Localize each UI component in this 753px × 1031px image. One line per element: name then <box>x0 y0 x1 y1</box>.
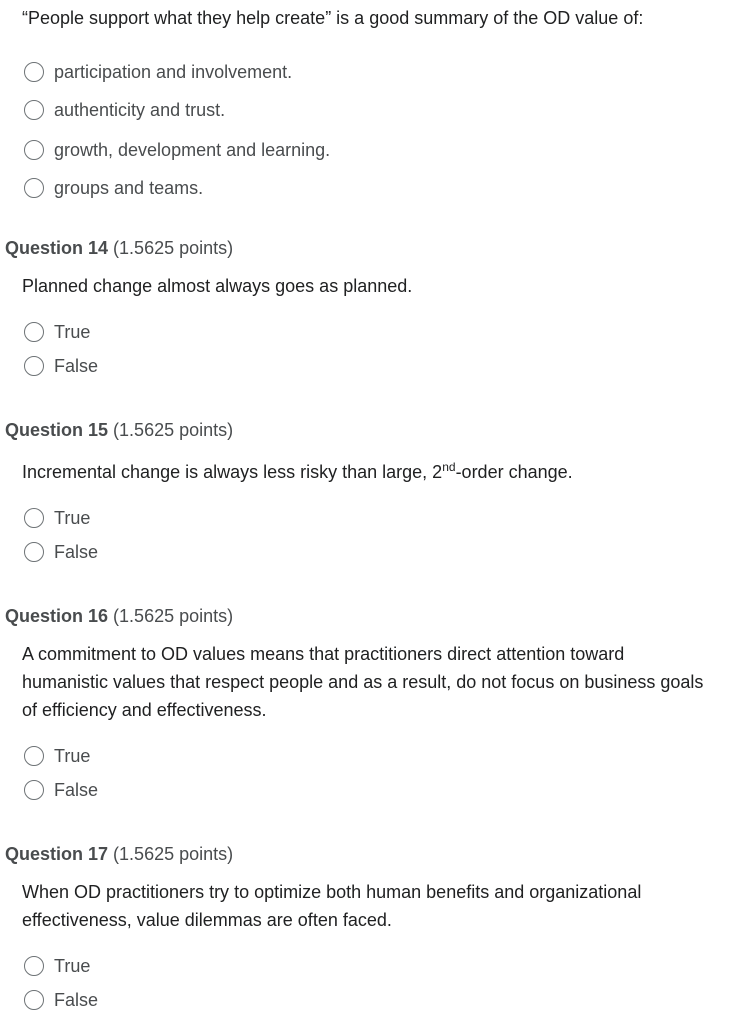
question-number: Question 16 <box>5 606 109 626</box>
radio-button-icon[interactable] <box>24 990 44 1010</box>
option-label: False <box>54 780 99 800</box>
question-14-header <box>5 236 233 260</box>
question-points: (1.5625 points) <box>113 606 234 626</box>
question-points: (1.5625 points) <box>113 844 234 864</box>
question-16-text <box>22 640 744 724</box>
option-label: True <box>54 956 91 976</box>
question-17-header <box>5 842 233 866</box>
option-label: True <box>54 322 91 342</box>
question-text-line: A commitment to OD values means that practitioners direct attention toward <box>22 644 625 664</box>
question-number: Question 14 <box>5 238 109 258</box>
question-15-header <box>5 418 233 442</box>
question-text-line: humanistic values that respect people and as a result, do not focus on business goals <box>22 672 704 692</box>
q16-option-true[interactable] <box>24 743 90 769</box>
q17-option-true[interactable] <box>24 953 90 979</box>
q13-option-groups[interactable] <box>24 175 203 201</box>
question-text-part: Incremental change is always less risky than large, 2 <box>22 462 443 482</box>
question-16-header <box>5 604 233 628</box>
option-label: authenticity and trust. <box>54 100 226 120</box>
option-label: False <box>54 356 99 376</box>
radio-button-icon[interactable] <box>24 746 44 766</box>
radio-button-icon[interactable] <box>24 62 44 82</box>
question-15-text <box>22 458 744 486</box>
q13-option-authenticity[interactable] <box>24 97 225 123</box>
radio-button-icon[interactable] <box>24 178 44 198</box>
radio-button-icon[interactable] <box>24 322 44 342</box>
question-14-text: Planned change almost always goes as planned. <box>22 276 413 296</box>
radio-button-icon[interactable] <box>24 508 44 528</box>
q14-option-false[interactable] <box>24 353 98 379</box>
radio-button-icon[interactable] <box>24 780 44 800</box>
radio-button-icon[interactable] <box>24 140 44 160</box>
question-17-text <box>22 878 744 934</box>
radio-button-icon[interactable] <box>24 356 44 376</box>
option-label: True <box>54 508 91 528</box>
option-label: groups and teams. <box>54 178 204 198</box>
question-text-part: -order change. <box>455 462 573 482</box>
option-label: True <box>54 746 91 766</box>
q13-option-growth[interactable] <box>24 137 330 163</box>
radio-button-icon[interactable] <box>24 100 44 120</box>
q13-option-participation[interactable] <box>24 59 292 85</box>
question-number: Question 17 <box>5 844 109 864</box>
option-label: False <box>54 542 99 562</box>
q15-option-true[interactable] <box>24 505 90 531</box>
q15-option-false[interactable] <box>24 539 98 565</box>
radio-button-icon[interactable] <box>24 956 44 976</box>
question-13-text: “People support what they help create” is a good summary of the OD value of: <box>22 8 644 28</box>
question-text-line: effectiveness, value dilemmas are often faced. <box>22 910 392 930</box>
question-points: (1.5625 points) <box>113 238 234 258</box>
question-text-line: When OD practitioners try to optimize both human benefits and organizational <box>22 882 642 902</box>
option-label: False <box>54 990 99 1010</box>
question-number: Question 15 <box>5 420 109 440</box>
q14-option-true[interactable] <box>24 319 90 345</box>
option-label: participation and involvement. <box>54 62 293 82</box>
question-points: (1.5625 points) <box>113 420 234 440</box>
superscript-text: nd <box>442 460 456 474</box>
q16-option-false[interactable] <box>24 777 98 803</box>
question-text-line: of efficiency and effectiveness. <box>22 700 267 720</box>
q17-option-false[interactable] <box>24 987 98 1013</box>
radio-button-icon[interactable] <box>24 542 44 562</box>
option-label: growth, development and learning. <box>54 140 331 160</box>
